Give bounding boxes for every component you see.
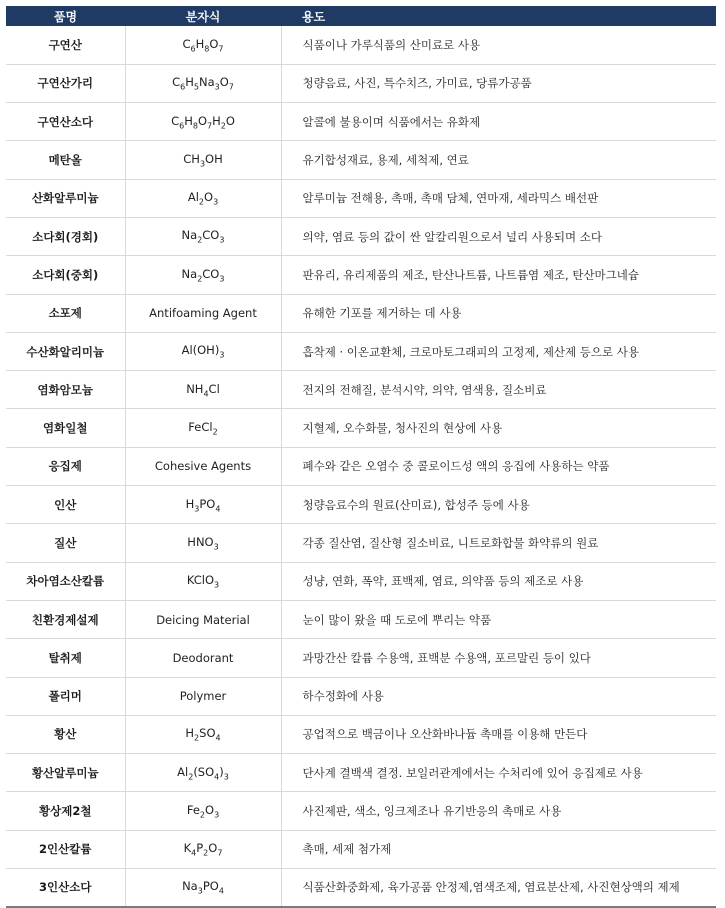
cell-name: 산화알루미늄 bbox=[6, 179, 125, 217]
cell-usage: 청량음료수의 원료(산미료), 합성주 등에 사용 bbox=[302, 497, 530, 512]
cell-formula: $Na_2CO_3$ bbox=[125, 217, 281, 255]
header-formula: 분자식 bbox=[185, 9, 221, 24]
table-row bbox=[6, 409, 716, 447]
cell-formula: FeCl$_2$ bbox=[125, 409, 281, 447]
cell-formula: Antifoaming Agent bbox=[125, 294, 281, 332]
table-row bbox=[6, 677, 716, 715]
cell-name: 황상제2철 bbox=[6, 792, 125, 830]
cell-formula: $Al_2(SO_4)_3$ bbox=[125, 754, 281, 792]
table-body bbox=[6, 26, 716, 907]
table-row bbox=[6, 792, 716, 830]
header-usage: 용도 bbox=[302, 9, 326, 24]
cell-name: 황산 bbox=[6, 715, 125, 753]
cell-formula: Polymer bbox=[125, 677, 281, 715]
header-name: 품명 bbox=[53, 9, 78, 24]
table-row bbox=[6, 562, 716, 600]
table-row bbox=[6, 141, 716, 179]
cell-name: 폴리머 bbox=[6, 677, 125, 715]
table-row bbox=[6, 371, 716, 409]
cell-formula: $Al(OH)_3$ bbox=[125, 332, 281, 370]
cell-usage: 성냥, 연화, 폭약, 표백제, 염료, 의약품 등의 제조로 사용 bbox=[302, 574, 584, 589]
cell-usage: 지혈제, 오수화물, 청사진의 현상에 사용 bbox=[302, 421, 503, 436]
chemical-table-container bbox=[6, 6, 716, 908]
cell-usage: 전지의 전해질, 분석시약, 의약, 염색용, 질소비료 bbox=[302, 382, 547, 397]
cell-name: 메탄올 bbox=[6, 141, 125, 179]
cell-usage: 식품이나 가루식품의 산미료로 사용 bbox=[302, 37, 481, 52]
table-row bbox=[6, 869, 716, 907]
cell-name: 인산 bbox=[6, 486, 125, 524]
cell-usage: 식품산화중화제, 육가공품 안정제,염색조제, 염료분산제, 사진현상액의 제제 bbox=[302, 880, 680, 895]
cell-formula: $NH_4Cl$ bbox=[125, 371, 281, 409]
cell-usage: 과망간산 칼륨 수용액, 표백분 수용액, 포르말린 등이 있다 bbox=[302, 650, 591, 665]
table-row bbox=[6, 332, 716, 370]
cell-formula: $C_6H_5Na_3O_7$ bbox=[125, 64, 281, 102]
cell-name: 수산화알리미늄 bbox=[6, 332, 125, 370]
cell-usage: 알콜에 불용이며 식품에서는 유화제 bbox=[302, 114, 481, 129]
table-row bbox=[6, 830, 716, 868]
table-row bbox=[6, 754, 716, 792]
table-row bbox=[6, 103, 716, 141]
cell-usage: 폐수와 같은 오염수 중 콜로이드성 액의 응집에 사용하는 약품 bbox=[302, 459, 610, 474]
cell-formula: $CH_3OH$ bbox=[125, 141, 281, 179]
cell-formula: $C_6H_8O_7H_2O$ bbox=[125, 103, 281, 141]
cell-usage: 눈이 많이 왔을 때 도로에 뿌리는 약품 bbox=[302, 612, 492, 627]
cell-formula: $Na_3PO_4$ bbox=[125, 869, 281, 907]
cell-name: 차아염소산칼륨 bbox=[6, 562, 125, 600]
cell-usage: 유해한 기포를 제거하는 데 사용 bbox=[302, 306, 462, 321]
cell-name: 소포제 bbox=[6, 294, 125, 332]
table-row bbox=[6, 600, 716, 638]
cell-formula: $Na_2CO_3$ bbox=[125, 256, 281, 294]
cell-formula: $Al_2O_3$ bbox=[125, 179, 281, 217]
table-row bbox=[6, 486, 716, 524]
table-row bbox=[6, 64, 716, 102]
table-row bbox=[6, 217, 716, 255]
cell-formula: $K_4P_2O_7$ bbox=[125, 830, 281, 868]
cell-formula: $H_2SO_4$ bbox=[125, 715, 281, 753]
table-row bbox=[6, 447, 716, 485]
cell-usage: 각종 질산염, 질산형 질소비료, 니트로화합물 화약류의 원료 bbox=[302, 536, 599, 550]
cell-name: 응집제 bbox=[6, 447, 125, 485]
header-row bbox=[6, 6, 716, 26]
cell-formula: $H_3PO_4$ bbox=[125, 486, 281, 524]
cell-formula: $C_6H_8O_7$ bbox=[125, 26, 281, 64]
cell-name: 질산 bbox=[6, 524, 125, 562]
table-row bbox=[6, 179, 716, 217]
cell-usage: 판유리, 유리제품의 제조, 탄산나트륨, 나트륨염 제조, 탄산마그네슘 bbox=[302, 267, 639, 282]
cell-formula: Deodorant bbox=[125, 639, 281, 677]
cell-name: 소다회(경회) bbox=[6, 217, 125, 255]
table-row bbox=[6, 715, 716, 753]
cell-usage: 공업적으로 백금이나 오산화바나듐 촉매를 이용해 만든다 bbox=[302, 727, 588, 742]
cell-name: 구연산 bbox=[6, 26, 125, 64]
table-row bbox=[6, 256, 716, 294]
cell-name: 염화일철 bbox=[6, 409, 125, 447]
cell-name: 구연산소다 bbox=[6, 103, 125, 141]
cell-usage: 유기합성재료, 용제, 세척제, 연료 bbox=[302, 153, 469, 168]
cell-usage: 흡착제 · 이온교환체, 크로마토그래피의 고정제, 제산제 등으로 사용 bbox=[302, 344, 639, 359]
cell-usage: 청량음료, 사진, 특수치즈, 가미료, 당류가공품 bbox=[302, 76, 532, 91]
cell-formula: $Fe_2O_3$ bbox=[125, 792, 281, 830]
table-header bbox=[6, 6, 716, 26]
cell-usage: 단사계 결백색 결정. 보일러관계에서는 수처리에 있어 응집제로 사용 bbox=[302, 765, 643, 780]
cell-name: 친환경제설제 bbox=[6, 600, 125, 638]
cell-formula: KClO$_3$ bbox=[125, 562, 281, 600]
cell-usage: 의약, 염료 등의 값이 싼 알칼리원으로서 널리 사용되며 소다 bbox=[302, 229, 603, 244]
cell-name: 염화암모늄 bbox=[6, 371, 125, 409]
cell-name: 소다회(중회) bbox=[6, 256, 125, 294]
cell-usage: 촉매, 세제 첨가제 bbox=[302, 842, 392, 857]
cell-formula: Cohesive Agents bbox=[125, 447, 281, 485]
cell-formula: Deicing Material bbox=[125, 600, 281, 638]
cell-name: 구연산가리 bbox=[6, 64, 125, 102]
table-row bbox=[6, 26, 716, 64]
cell-usage: 사진제판, 색소, 잉크제조나 유기반응의 촉매로 사용 bbox=[302, 804, 562, 819]
cell-usage: 알루미늄 전해용, 촉매, 촉매 담체, 연마재, 세라믹스 배선판 bbox=[302, 191, 599, 206]
table-row bbox=[6, 639, 716, 677]
cell-name: 탈취제 bbox=[6, 639, 125, 677]
cell-name: 황산알루미늄 bbox=[6, 754, 125, 792]
cell-name: 2인산칼륨 bbox=[6, 830, 125, 868]
table-row bbox=[6, 524, 716, 562]
cell-name: 3인산소다 bbox=[6, 869, 125, 907]
table-row bbox=[6, 294, 716, 332]
cell-formula: $HNO_3$ bbox=[125, 524, 281, 562]
cell-usage: 하수정화에 사용 bbox=[302, 689, 384, 704]
chemical-table bbox=[6, 6, 716, 908]
